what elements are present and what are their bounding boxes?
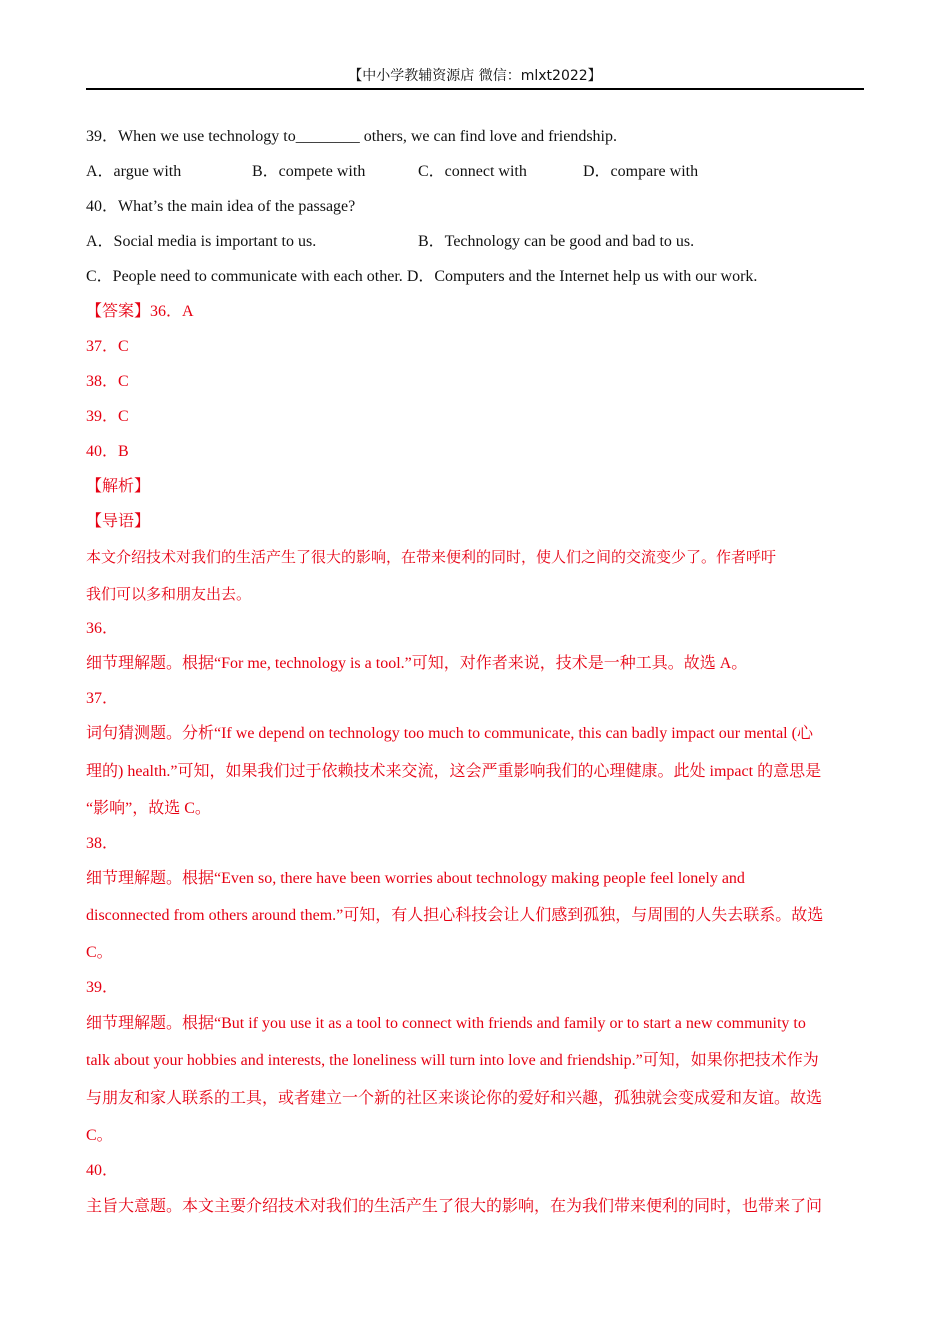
q38-explanation: 细节理解题。根据“Even so, there have been worries about technology making people feel lonely and — [86, 870, 745, 887]
question-39-stem: 39．When we use technology to________ others, we can find love and friendship. — [86, 128, 617, 145]
q39-explanation: talk about your hobbies and interests, the loneliness will turn into love and friendship.”可知，如果你把技术作为 — [86, 1052, 819, 1069]
q37-explanation: 理的) health.”可知，如果我们过于依赖技术来交流，这会严重影响我们的心理健康。此处 impact 的意思是 — [86, 763, 822, 780]
q40-number: 40． — [86, 1162, 119, 1179]
intro-label: 【导语】 — [86, 513, 151, 530]
q39-explanation: 与朋友和家人联系的工具，或者建立一个新的社区来谈论你的爱好和兴趣，孤独就会变成爱和友谊。故选 — [86, 1090, 823, 1107]
analysis-label: 【解析】 — [86, 478, 151, 495]
q36-number: 36． — [86, 620, 119, 637]
answer-label: 【答案】36．A — [86, 303, 194, 320]
q37-explanation: “影响”，故选 C。 — [86, 800, 211, 817]
option-c: C．People need to communicate with each other. — [86, 268, 403, 285]
option-a: A．Social media is important to us. — [86, 233, 317, 250]
answer-item: 38．C — [86, 373, 129, 390]
q37-number: 37． — [86, 690, 119, 707]
intro-text: 本文介绍技术对我们的生活产生了很大的影响，在带来便利的同时，使人们之间的交流变少了。作者呼吁 — [86, 548, 777, 566]
q39-explanation: 细节理解题。根据“But if you use it as a tool to connect with friends and family or to start a new community to — [86, 1015, 806, 1032]
q38-explanation: disconnected from others around them.”可知，有人担心科技会让人们感到孤独，与周围的人失去联系。故选 — [86, 907, 824, 924]
page-header: 【中小学教辅资源店 微信：mlxt2022】 — [86, 66, 864, 90]
q36-explanation: 细节理解题。根据“For me, technology is a tool.”可知，对作者来说，技术是一种工具。故选 A。 — [86, 655, 748, 672]
q38-explanation: C。 — [86, 944, 113, 961]
q39-number: 39． — [86, 979, 119, 996]
option-b: B．Technology can be good and bad to us. — [418, 233, 695, 250]
option-c: C．connect with — [418, 163, 527, 180]
question-40-options-row2 — [86, 265, 757, 289]
option-d: D．compare with — [583, 163, 699, 180]
answer-item: 39．C — [86, 408, 129, 425]
question-40-stem: 40．What’s the main idea of the passage? — [86, 198, 356, 215]
q37-explanation: 词句猜测题。分析“If we depend on technology too much to communicate, this can badly impact our mental (心 — [86, 725, 813, 742]
q39-explanation: C。 — [86, 1127, 113, 1144]
option-a: A．argue with — [86, 163, 182, 180]
option-d: D．Computers and the Internet help us with our work. — [406, 268, 758, 285]
intro-text: 我们可以多和朋友出去。 — [86, 585, 252, 603]
question-40-options-row1 — [86, 230, 864, 254]
option-b: B．compete with — [252, 163, 366, 180]
answer-item: 37．C — [86, 338, 129, 355]
q40-explanation: 主旨大意题。本文主要介绍技术对我们的生活产生了很大的影响，在为我们带来便利的同时，也带来了问 — [86, 1198, 823, 1215]
q38-number: 38． — [86, 835, 119, 852]
answer-item: 40．B — [86, 443, 129, 460]
question-39-options — [86, 160, 864, 184]
